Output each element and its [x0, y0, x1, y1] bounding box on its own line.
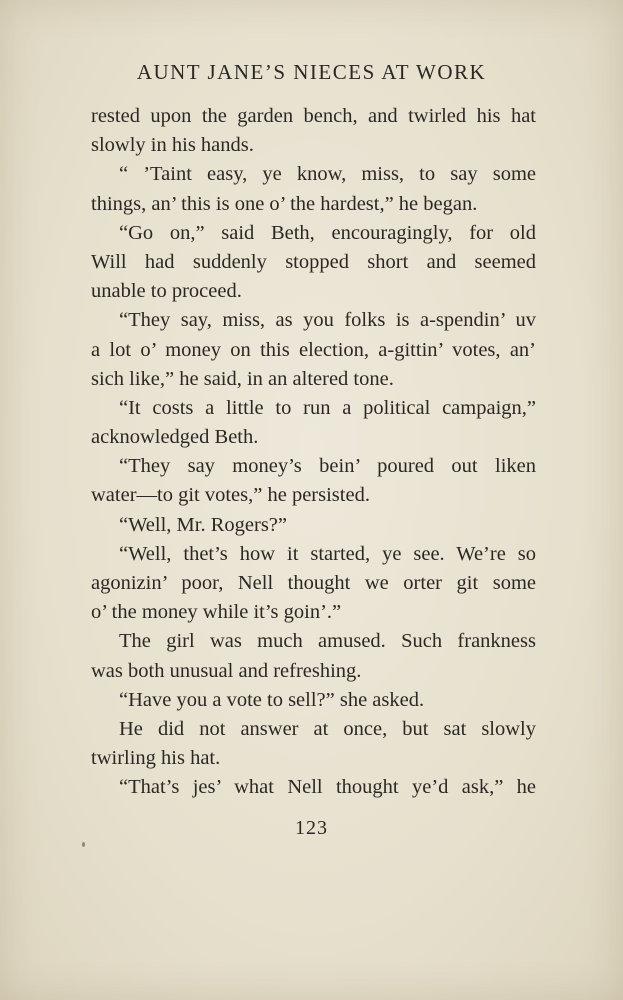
text-line: unable to proceed. — [91, 280, 242, 303]
text-line: Will had suddenly stopped short and seemed — [91, 250, 536, 273]
text-line: water—to git votes,” he persisted. — [91, 484, 370, 507]
body-text — [91, 102, 536, 803]
text-line: twirling his hat. — [91, 747, 221, 770]
text-line: “That’s jes’ what Nell thought ye’d ask,” he — [119, 776, 536, 799]
text-line: was both unusual and refreshing. — [91, 659, 362, 682]
text-line: slowly in his hands. — [91, 134, 254, 157]
text-line: a lot o’ money on this election, a-gittin’ votes, an’ — [91, 338, 536, 361]
text-line: things, an’ this is one o’ the hardest,” he began. — [91, 192, 478, 215]
text-line: “Go on,” said Beth, encouragingly, for old — [119, 221, 536, 244]
text-line: “Well, thet’s how it started, ye see. We’re so — [119, 542, 536, 565]
text-line: He did not answer at once, but sat slowly — [119, 717, 536, 740]
text-line: The girl was much amused. Such frankness — [119, 630, 536, 653]
text-line: “They say money’s bein’ poured out liken — [119, 455, 536, 478]
paper-speck — [82, 842, 85, 847]
text-line: “Have you a vote to sell?” she asked. — [119, 688, 425, 711]
text-line: rested upon the garden bench, and twirled his hat — [91, 105, 536, 127]
text-line: “Well, Mr. Rogers?” — [119, 513, 287, 536]
text-line: “ ’Taint easy, ye know, miss, to say some — [119, 163, 536, 186]
text-line: agonizin’ poor, Nell thought we orter git some — [91, 572, 536, 594]
text-line: sich like,” he said, in an altered tone. — [91, 367, 394, 390]
running-head: AUNT JANE’S NIECES AT WORK — [136, 60, 487, 84]
text-line: “It costs a little to run a political campaign,” — [119, 396, 536, 419]
text-line: “They say, miss, as you folks is a-spendin’ uv — [119, 309, 536, 332]
text-line: acknowledged Beth. — [91, 426, 259, 449]
text-line: o’ the money while it’s goin’.” — [91, 601, 342, 624]
page-number: 123 — [295, 817, 328, 839]
